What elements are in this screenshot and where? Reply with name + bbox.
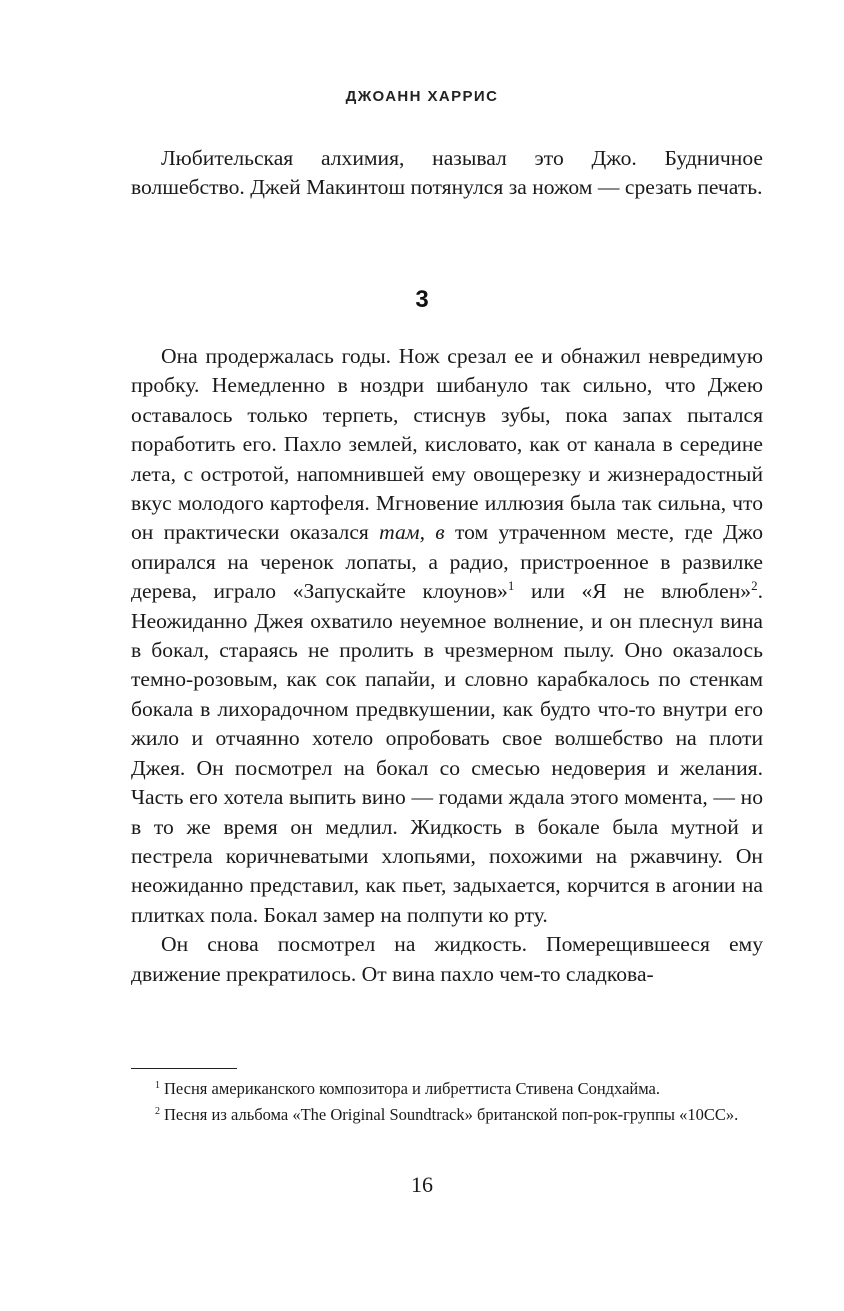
footnote-ref-1[interactable]: 1 xyxy=(507,578,515,594)
running-head: ДЖОАНН ХАРРИС xyxy=(345,88,499,105)
footnote-mark-1: 1 xyxy=(155,1079,160,1091)
page-number: 16 xyxy=(411,1172,433,1197)
footnote-divider xyxy=(131,1068,237,1069)
footnote-mark-2: 2 xyxy=(155,1105,160,1117)
paragraph-1-part-3: или «Я не влюблен» xyxy=(514,579,752,604)
footnote-text-1: Песня американского композитора и либреттиста Стивена Сондхайма. xyxy=(164,1079,661,1098)
footnotes xyxy=(131,1076,763,1128)
body-paragraph-2: Он снова посмотрел на жидкость. Померещившееся ему движение прекратилось. От вина пахло чем-то сладкова- xyxy=(131,932,763,986)
chapter-number: 3 xyxy=(415,286,429,313)
footnote-1 xyxy=(131,1076,763,1102)
footnote-text-2: Песня из альбома «The Original Soundtrack» британской поп-рок-группы «10CC». xyxy=(164,1105,739,1124)
paragraph-1-part-2: том утраченном месте, где Джо опирался на черенок лопаты, а радио, пристроенное в развилке дерева, играло «Запускайте клоунов» xyxy=(131,520,764,604)
footnote-ref-2[interactable]: 2 xyxy=(751,578,758,594)
paragraph-1-part-1: Она продержалась годы. Нож срезал ее и обнажил невредимую пробку. Немедленно в ноздри шибануло так сильно, что Джею оставалось только терпеть, стиснув зубы, пока запах пытался поработить его. Пахло землей, кисловато, как от канала в середине лета, с остротой, напомнившей ему овощерезку и жизнерадостный вкус молодого картофеля. Мгновение иллюзия была так сильна, что он практически оказался xyxy=(131,344,763,545)
chapter-body xyxy=(131,342,763,989)
footnote-2 xyxy=(131,1102,763,1128)
body-paragraph-1 xyxy=(131,342,763,930)
italic-phrase: там, в xyxy=(379,520,445,545)
intro-text xyxy=(131,144,763,203)
intro-paragraph: Любительская алхимия, называл это Джо. Будничное волшебство. Джей Макинтош потянулся за ножом — срезать печать. xyxy=(131,146,763,200)
paragraph-1-part-4: . Неожиданно Джея охватило неуемное волнение, и он плеснул вина в бокал, стараясь не пролить в чрезмерном пылу. Оно оказалось темно-розовым, как сок папайи, и словно карабкалось по стенкам бокала в лихорадочном предвкушении, как будто что-то внутри его жило и отчаянно хотело опробовать свое волшебство на плоти Джея. Он посмотрел на бокал со смесью недоверия и желания. Часть его хотела выпить вино — годами ждала этого момента, — но в то же время он медлил. Жидкость в бокале была мутной и пестрела коричневатыми хлопьями, похожими на ржавчину. Он неожиданно представил, как пьет, задыхается, корчится в агонии на плитках пола. Бокал замер на полпути ко рту. xyxy=(131,579,763,927)
